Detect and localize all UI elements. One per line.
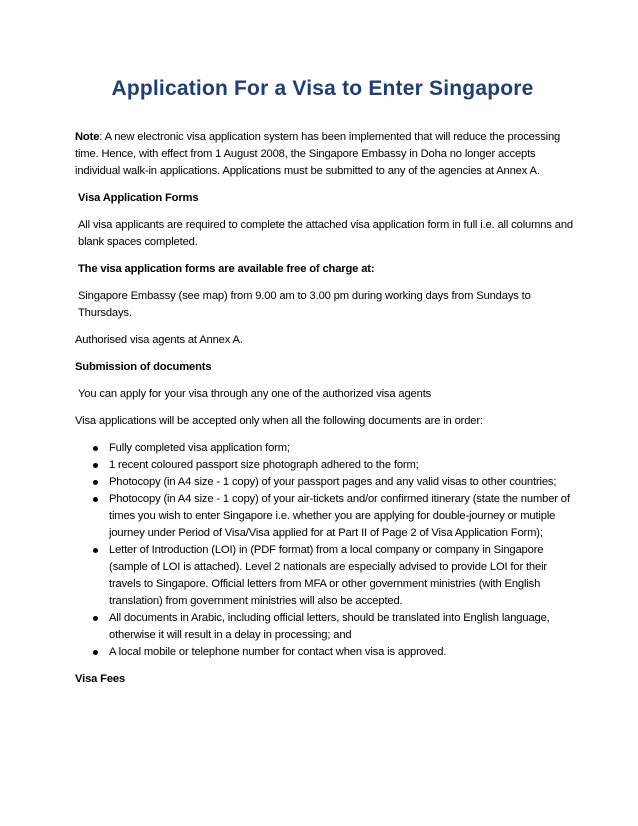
free-of-charge-heading: The visa application forms are available free of charge at: <box>78 263 375 275</box>
list-item <box>87 491 578 542</box>
bullet-icon <box>93 480 98 485</box>
list-item <box>87 440 578 457</box>
list-item-text: 1 recent coloured passport size photograph adhered to the form; <box>109 459 419 471</box>
bullet-icon <box>93 463 98 468</box>
list-item-text: Fully completed visa application form; <box>109 442 290 454</box>
forms-heading: Visa Application Forms <box>78 192 199 204</box>
list-item <box>87 474 578 491</box>
accepted-paragraph: Visa applications will be accepted only when all the following documents are in order: <box>75 415 483 427</box>
submission-heading: Submission of documents <box>75 361 212 373</box>
list-item <box>87 610 578 644</box>
list-item-text: A local mobile or telephone number for contact when visa is approved. <box>109 646 447 658</box>
bullet-icon <box>93 650 98 655</box>
list-item-text: Photocopy (in A4 size - 1 copy) of your passport pages and any valid visas to other countries; <box>109 476 557 488</box>
bullet-icon <box>93 446 98 451</box>
submission-paragraph: You can apply for your visa through any one of the authorized visa agents <box>78 388 432 400</box>
note-paragraph <box>75 129 578 180</box>
embassy-paragraph: Singapore Embassy (see map) from 9.00 am to 3.00 pm during working days from Sundays to Thursdays. <box>78 290 531 319</box>
page-title: Application For a Visa to Enter Singapore <box>111 77 534 100</box>
forms-paragraph: All visa applicants are required to complete the attached visa application form in full i.e. all columns and blank spaces completed. <box>78 219 573 248</box>
list-item-text: Letter of Introduction (LOI) in (PDF format) from a local company or company in Singapore (sample of LOI is attached). Level 2 nationals are especially advised to provide LOI for their travels to Singapore. Official letters from MFA or other government ministries (with English translation) from government ministries will also be accepted. <box>109 544 547 607</box>
bullet-icon <box>93 616 98 621</box>
bullet-icon <box>93 497 98 502</box>
requirements-list <box>75 440 578 661</box>
list-item <box>87 457 578 474</box>
note-text: : A new electronic visa application system has been implemented that will reduce the processing time. Hence, with effect from 1 August 2008, the Singapore Embassy in Doha no longer accepts individual walk-in applications. Applications must be submitted to any of the agencies at Annex A. <box>75 131 561 177</box>
note-label: Note <box>75 131 100 143</box>
list-item <box>87 644 578 661</box>
list-item-text: All documents in Arabic, including official letters, should be translated into English language, otherwise it will result in a delay in processing; and <box>109 612 550 641</box>
bullet-icon <box>93 548 98 553</box>
agents-paragraph: Authorised visa agents at Annex A. <box>75 334 243 346</box>
list-item-text: Photocopy (in A4 size - 1 copy) of your air-tickets and/or confirmed itinerary (state the number of times you wish to enter Singapore i.e. whether you are applying for double-journey or mutiple journey under Period of Visa/Visa applied for at Part II of Page 2 of Visa Application Form); <box>109 493 570 539</box>
list-item <box>87 542 578 610</box>
visa-fees-heading: Visa Fees <box>75 673 126 685</box>
